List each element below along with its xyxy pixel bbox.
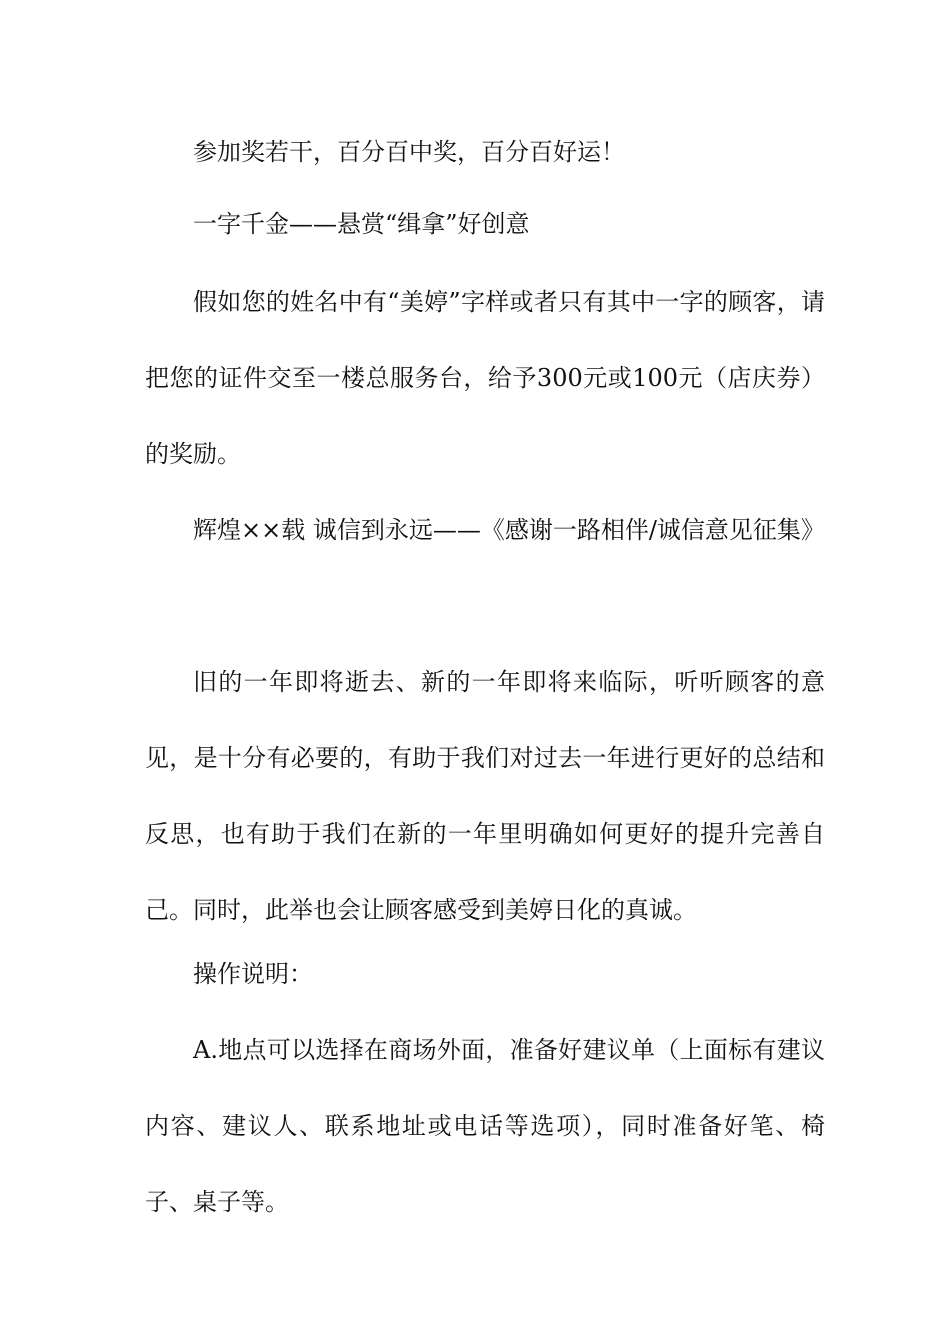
paragraph-operation-item-a: A.地点可以选择在商场外面，准备好建议单（上面标有建议内容、建议人、联系地址或电话等选项），同时准备好笔、椅子、桌子等。 (145, 1036, 825, 1216)
paragraph-feedback-rationale: 旧的一年即将逝去、新的一年即将来临际，听听顾客的意见，是十分有必要的，有助于我们对过去一年进行更好的总结和反思，也有助于我们在新的一年里明确如何更好的提升完善自己。同时，此举也会让顾客感受到美婷日化的真诚。 (145, 668, 825, 924)
paragraph-name-reward-details: 假如您的姓名中有“美婷”字样或者只有其中一字的顾客，请把您的证件交至一楼总服务台，给予300元或100元（店庆券）的奖励。 (145, 288, 825, 468)
paragraph-prize-note: 参加奖若干，百分百中奖，百分百好运！ (193, 138, 625, 166)
paragraph-operation-title: 操作说明： (193, 960, 313, 988)
paragraph-heading-feedback: 辉煌××载 诚信到永远——《感谢一路相伴/诚信意见征集》 (193, 516, 825, 544)
paragraph-heading-name-reward: 一字千金——悬赏“缉拿”好创意 (193, 210, 530, 238)
